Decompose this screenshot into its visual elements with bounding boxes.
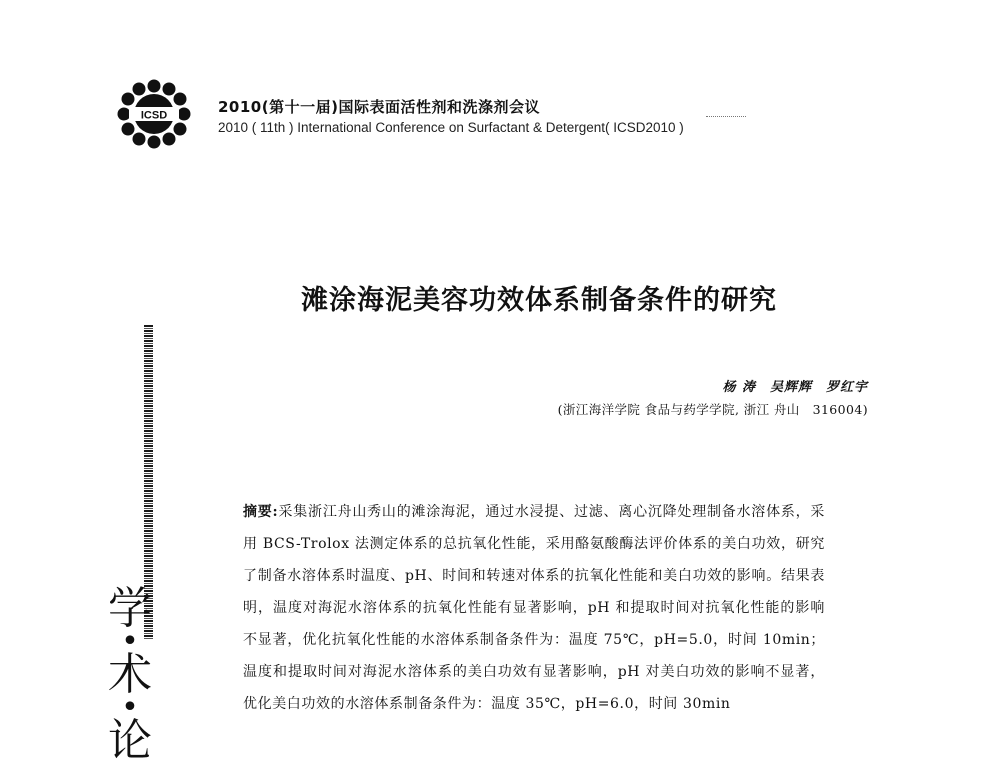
paper-affiliation: (浙江海洋学院 食品与药学学院, 浙江 舟山 316004) [557, 402, 868, 417]
conference-title-en: 2010 ( 11th ) International Conference on Surfactant & Detergent( ICSD2010 ) [218, 120, 684, 135]
abstract-text: 采集浙江舟山秀山的滩涂海泥，通过水浸提、过滤、离心沉降处理制备水溶体系，采用 BCS-Trolox 法测定体系的总抗氧化性能，采用酪氨酸酶法评价体系的美白功效，研究了制备水溶体系时温度、pH、时间和转速对体系的抗氧化性能和美白功效的影响。结果表明，温度对海泥水溶体系的抗氧化性能有显著影响，pH 和提取时间对抗氧化性能的影响不显著，优化抗氧化性能的水溶体系制备条件为：温度 75℃，pH=5.0，时间 10min；温度和提取时间对海泥水溶体系的美白功效有显著影响，pH 对美白功效的影响不显著，优化美白功效的水溶体系制备条件为：温度 35℃，pH=6.0，时间 30min [243, 504, 826, 712]
side-char-2: 术 [108, 649, 152, 700]
header-dotted-divider [706, 116, 746, 117]
side-dot-separator: • [121, 624, 139, 659]
section-side-label [100, 585, 160, 765]
abstract-label: 摘要: [243, 504, 279, 520]
conference-title-cn: 2010(第十一届)国际表面活性剂和洗涤剂会议 [218, 98, 540, 116]
paper-authors: 杨 涛 吴辉辉 罗红宇 [722, 380, 868, 395]
side-dot-separator: • [121, 690, 139, 725]
abstract [243, 496, 825, 720]
paper-title: 滩涂海泥美容功效体系制备条件的研究 [301, 285, 777, 316]
side-char-1: 学 [108, 583, 152, 634]
svg-text:ICSD: ICSD [140, 109, 168, 122]
side-char-3: 论 [108, 715, 152, 766]
conference-logo [113, 78, 195, 150]
